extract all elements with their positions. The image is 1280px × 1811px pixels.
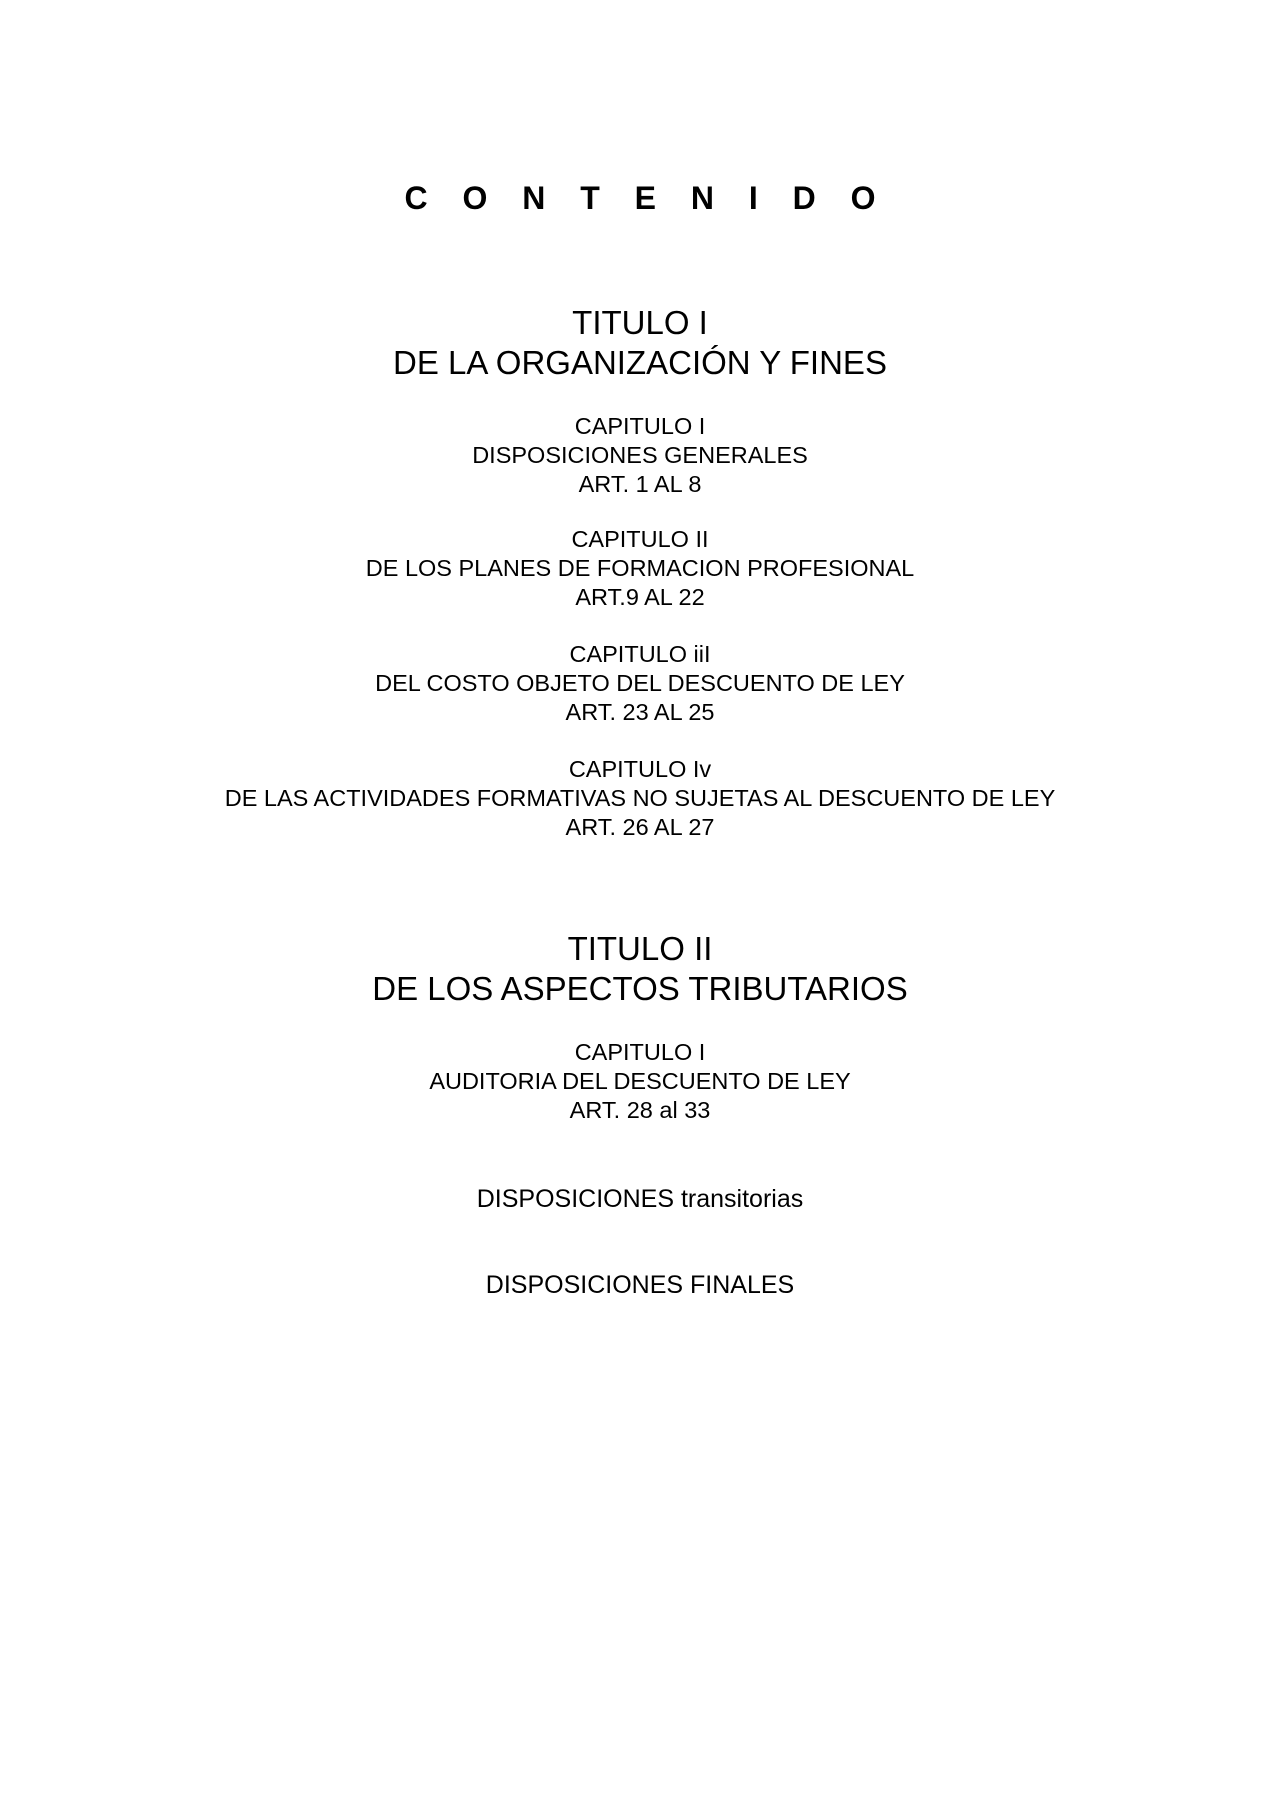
chapter-1-3-block [0, 640, 1280, 727]
transitional-provisions: DISPOSICIONES transitorias [476, 1185, 804, 1213]
chapter-name: AUDITORIA DEL DESCUENTO DE LEY [429, 1068, 851, 1094]
title-2-name: DE LOS ASPECTOS TRIBUTARIOS [372, 970, 908, 1007]
chapter-2-1-block [0, 1038, 1280, 1125]
chapter-articles: ART.9 AL 22 [575, 584, 705, 610]
chapter-name: DEL COSTO OBJETO DEL DESCUENTO DE LEY [375, 670, 905, 696]
chapter-articles: ART. 1 AL 8 [578, 471, 702, 497]
chapter-1-2-block [0, 525, 1280, 612]
title-1-name: DE LA ORGANIZACIÓN Y FINES [393, 344, 887, 381]
chapter-number: CAPITULO I [574, 413, 706, 439]
chapter-1-4-block [0, 755, 1280, 842]
chapter-name: DE LAS ACTIVIDADES FORMATIVAS NO SUJETAS AL DESCUENTO DE LEY [224, 785, 1056, 811]
chapter-articles: ART. 26 AL 27 [565, 814, 715, 840]
chapter-articles: ART. 28 al 33 [569, 1097, 711, 1123]
chapter-name: DE LOS PLANES DE FORMACION PROFESIONAL [365, 555, 915, 581]
chapter-number: CAPITULO I [574, 1039, 706, 1065]
chapter-number: CAPITULO iiI [569, 641, 711, 667]
title-2-number: TITULO II [567, 930, 713, 967]
chapter-number: CAPITULO Iv [568, 756, 712, 782]
final-provisions: DISPOSICIONES FINALES [485, 1271, 795, 1299]
chapter-articles: ART. 23 AL 25 [565, 699, 715, 725]
chapter-1-1-block [0, 412, 1280, 499]
chapter-name: DISPOSICIONES GENERALES [472, 442, 808, 468]
title-2-block [0, 929, 1280, 1009]
title-1-number: TITULO I [572, 304, 708, 341]
contents-heading: C O N T E N I D O [404, 180, 889, 216]
chapter-number: CAPITULO II [571, 526, 709, 552]
title-1-block [0, 303, 1280, 383]
